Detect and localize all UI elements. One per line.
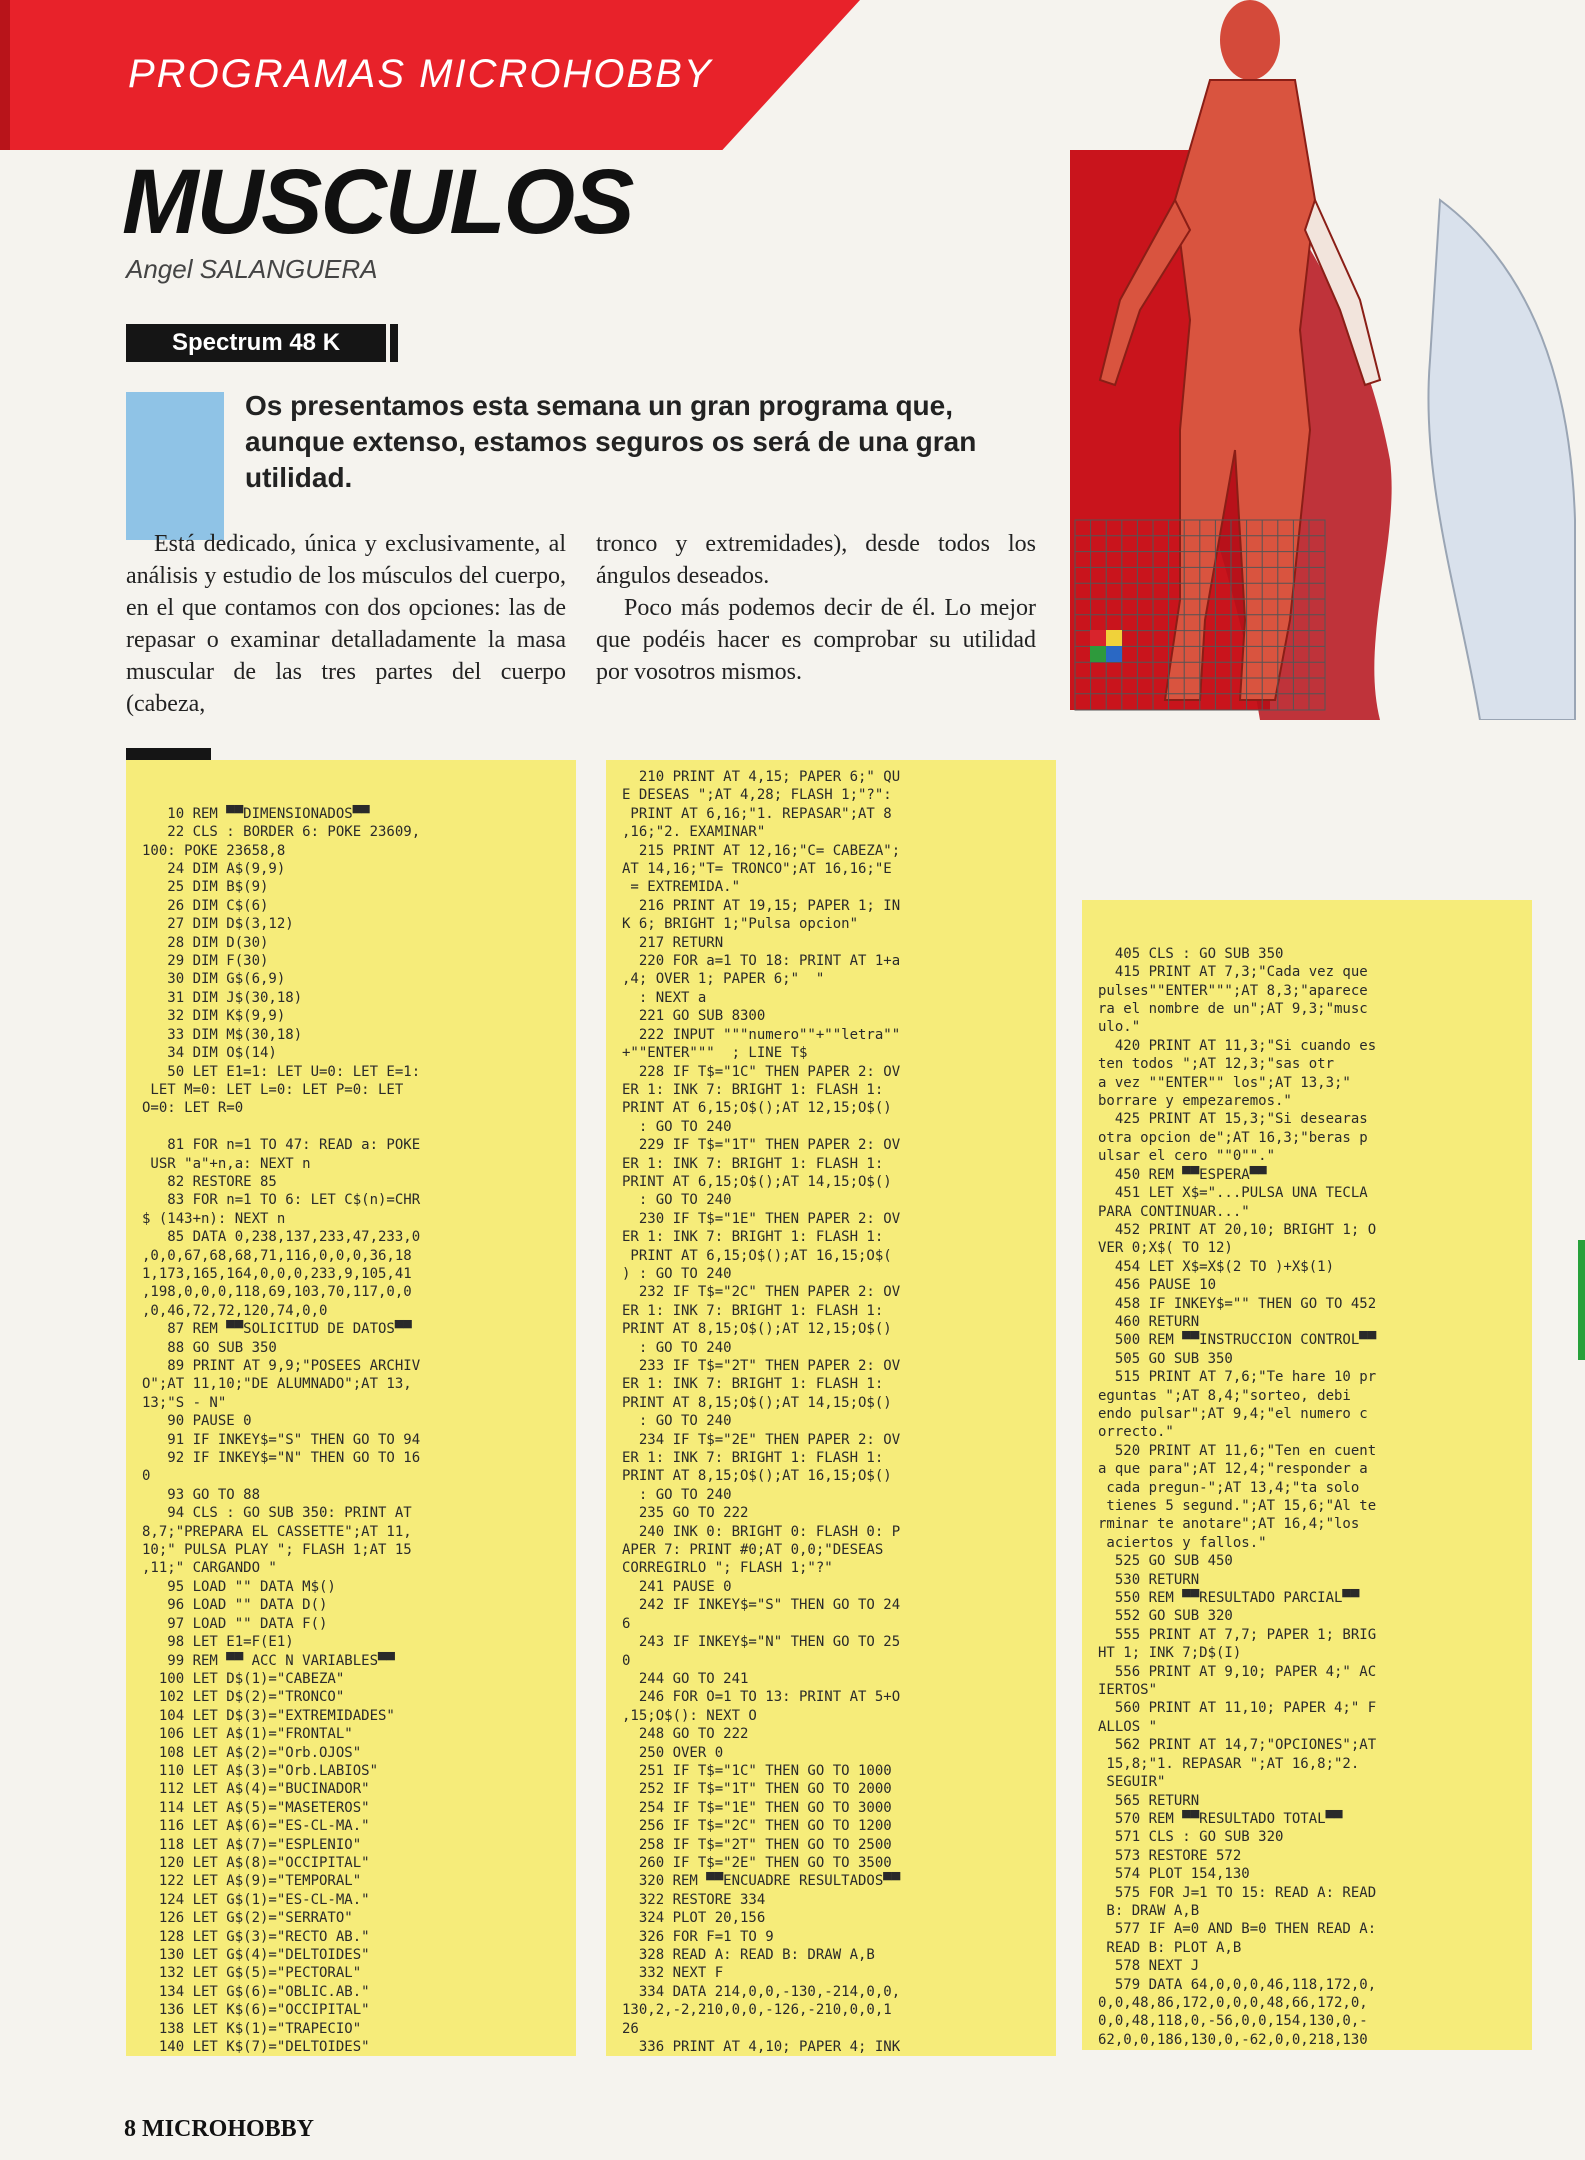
code-line: 220 FOR a=1 TO 18: PRINT AT 1+a: [622, 953, 901, 970]
code-line: 240 INK 0: BRIGHT 0: FLASH 0: P: [622, 1523, 901, 1540]
code-line: ER 1: INK 7: BRIGHT 1: FLASH 1:: [622, 1376, 884, 1393]
code-line: 573 RESTORE 572: [1098, 1847, 1242, 1864]
code-line: 118 LET A$(7)="ESPLENIO": [142, 1836, 362, 1853]
code-line: 450 REM ▀▀ESPERA▀▀: [1098, 1166, 1267, 1183]
code-line: 85 DATA 0,238,137,233,47,233,0: [142, 1229, 421, 1246]
banner-edge: [0, 0, 10, 150]
code-line: 520 PRINT AT 11,6;"Ten en cuent: [1098, 1442, 1377, 1459]
platform-badge: Spectrum 48 K: [126, 324, 386, 362]
grid-red-cell: [1090, 630, 1106, 646]
code-line: 215 PRINT AT 12,16;"C= CABEZA";: [622, 842, 901, 859]
code-line: ulo.": [1098, 1019, 1141, 1036]
code-line: 550 REM ▀▀RESULTADO PARCIAL▀▀: [1098, 1590, 1360, 1607]
grid-yellow-cell: [1106, 630, 1122, 646]
code-line: 234 IF T$="2E" THEN PAPER 2: OV: [622, 1431, 901, 1448]
code-listing-3: [1082, 900, 1532, 2050]
code-line: 33 DIM M$(30,18): [142, 1026, 303, 1043]
code-line: +""ENTER""" ; LINE T$: [622, 1045, 808, 1062]
code-line: aciertos y fallos.": [1098, 1534, 1267, 1551]
lead-paragraph: Os presentamos esta semana un gran programa que, aunque extenso, estamos seguros os será de una gran utilidad.: [245, 390, 977, 493]
code-line: ,15;O$(): NEXT O: [622, 1707, 757, 1724]
code-line: endo pulsar";AT 9,4;"el numero c: [1098, 1405, 1368, 1422]
code-line: 22 CLS : BORDER 6: POKE 23609,: [142, 824, 421, 841]
code-line: 89 PRINT AT 9,9;"POSEES ARCHIV: [142, 1358, 421, 1374]
code-line: 0,0,48,86,172,0,0,0,48,66,172,0,: [1098, 1994, 1368, 2011]
code-line: 100: POKE 23658,8: [142, 842, 286, 859]
code-line: K 6; BRIGHT 1;"Pulsa opcion": [622, 916, 859, 933]
code-line: 571 CLS : GO SUB 320: [1098, 1829, 1284, 1846]
code-line: 130,2,-2,210,0,0,-126,-210,0,0,1: [622, 2002, 892, 2019]
figure-head: [1220, 0, 1280, 80]
code-line: $ (143+n): NEXT n: [142, 1210, 286, 1227]
code-line: 574 PLOT 154,130: [1098, 1866, 1250, 1883]
code-line: 25 DIM B$(9): [142, 879, 269, 896]
code-line: 326 FOR F=1 TO 9: [622, 1928, 774, 1945]
code-line: 34 DIM O$(14): [142, 1045, 277, 1062]
code-line: 10 REM ▀▀DIMENSIONADOS▀▀: [142, 805, 370, 822]
code-line: 254 IF T$="1E" THEN GO TO 3000: [622, 1799, 892, 1816]
code-line: ER 1: INK 7: BRIGHT 1: FLASH 1:: [622, 1302, 884, 1319]
code-line: 244 GO TO 241: [622, 1670, 749, 1687]
code-line: 243 IF INKEY$="N" THEN GO TO 25: [622, 1634, 901, 1651]
code-line: 95 LOAD "" DATA M$(): [142, 1578, 336, 1595]
code-line: : GO TO 240: [622, 1192, 732, 1209]
code-line: 456 PAUSE 10: [1098, 1277, 1217, 1294]
code-line: 458 IF INKEY$="" THEN GO TO 452: [1098, 1295, 1377, 1312]
code-listing-2: [606, 760, 1056, 2056]
code-line: 50 LET E1=1: LET U=0: LET E=1:: [142, 1063, 421, 1080]
code-line: 322 RESTORE 334: [622, 1891, 766, 1908]
code-line: [142, 768, 566, 786]
code-line: 320 REM ▀▀ENCUADRE RESULTADOS▀▀: [622, 1873, 901, 1890]
code-line: 97 LOAD "" DATA F(): [142, 1615, 328, 1632]
code-line: ER 1: INK 7: BRIGHT 1: FLASH 1:: [622, 1081, 884, 1098]
code-line: PARA CONTINUAR...": [1098, 1203, 1250, 1220]
code-line: VER 0;X$( TO 12): [1098, 1240, 1233, 1257]
code-line: 26 DIM C$(6): [142, 897, 269, 914]
code-line: 126 LET G$(2)="SERRATO": [142, 1910, 353, 1927]
code-line: PRINT AT 6,15;O$();AT 14,15;O$(): [622, 1173, 892, 1190]
code-line: 260 IF T$="2E" THEN GO TO 3500: [622, 1854, 892, 1871]
code-line: 102 LET D$(2)="TRONCO": [142, 1689, 345, 1706]
code-line: 525 GO SUB 450: [1098, 1553, 1233, 1570]
code-line: 552 GO SUB 320: [1098, 1608, 1233, 1625]
code-line: a que para";AT 12,4;"responder a: [1098, 1461, 1368, 1478]
code-line: ra el nombre de un";AT 9,3;"musc: [1098, 1001, 1368, 1018]
code-line: 565 RETURN: [1098, 1792, 1200, 1809]
code-line: 0: [142, 1468, 151, 1485]
code-line: 256 IF T$="2C" THEN GO TO 1200: [622, 1818, 892, 1835]
code-line: PRINT AT 8,15;O$();AT 12,15;O$(): [622, 1321, 892, 1338]
lead-accent-block: [126, 392, 224, 540]
code-line: : GO TO 240: [622, 1339, 732, 1356]
code-line: 132 LET G$(5)="PECTORAL": [142, 1965, 362, 1982]
code-line: CORREGIRLO "; FLASH 1;"?": [622, 1560, 833, 1577]
code-line: 228 IF T$="1C" THEN PAPER 2: OV: [622, 1063, 901, 1080]
code-line: 500 REM ▀▀INSTRUCCION CONTROL▀▀: [1098, 1332, 1377, 1349]
code-line: : NEXT a: [622, 989, 707, 1006]
code-line: USR "a"+n,a: NEXT n: [142, 1155, 311, 1172]
code-line: 233 IF T$="2T" THEN PAPER 2: OV: [622, 1358, 901, 1374]
code-line: 83 FOR n=1 TO 6: LET C$(n)=CHR: [142, 1192, 421, 1209]
code-line: 217 RETURN: [622, 934, 724, 951]
code-line: ,0,46,72,72,120,74,0,0: [142, 1302, 328, 1319]
article-author: Angel SALANGUERA: [126, 254, 378, 284]
code-line: 91 IF INKEY$="S" THEN GO TO 94: [142, 1431, 421, 1448]
code-line: 334 DATA 214,0,0,-130,-214,0,0,: [622, 1983, 901, 2000]
code-line: 88 GO SUB 350: [142, 1339, 277, 1356]
page-footer: 8 MICROHOBBY: [124, 2116, 315, 2142]
code-line: ,198,0,0,0,118,69,103,70,117,0,0: [142, 1284, 412, 1301]
code-line: O";AT 11,10;"DE ALUMNADO";AT 13,: [142, 1376, 412, 1393]
code-line: 232 IF T$="2C" THEN PAPER 2: OV: [622, 1284, 901, 1301]
body-paragraph: Poco más podemos decir de él. Lo mejor que podéis hacer es comprobar su utilidad por vosotros mismos.: [596, 595, 1036, 685]
code-line: borrare y empezaremos.": [1098, 1093, 1292, 1110]
code-line: 555 PRINT AT 7,7; PAPER 1; BRIG: [1098, 1626, 1377, 1643]
code-line: 570 REM ▀▀RESULTADO TOTAL▀▀: [1098, 1810, 1343, 1827]
body-column-1: [126, 528, 566, 720]
code-line: LET M=0: LET L=0: LET P=0: LET: [142, 1081, 404, 1098]
code-line: 32 DIM K$(9,9): [142, 1008, 286, 1025]
code-line: 94 CLS : GO SUB 350: PRINT AT: [142, 1505, 412, 1522]
code-line: 114 LET A$(5)="MASETEROS": [142, 1799, 370, 1816]
code-line: 122 LET A$(9)="TEMPORAL": [142, 1873, 362, 1890]
code-line: 112 LET A$(4)="BUCINADOR": [142, 1781, 370, 1798]
grid-green-cell: [1090, 646, 1106, 662]
code-line: O=0: LET R=0: [142, 1100, 244, 1117]
code-line: 216 PRINT AT 19,15; PAPER 1; IN: [622, 897, 901, 914]
code-line: 10;" PULSA PLAY "; FLASH 1;AT 15: [142, 1542, 412, 1559]
body-column-2: [596, 528, 1036, 688]
code-line: 251 IF T$="1C" THEN GO TO 1000: [622, 1762, 892, 1779]
code-line: 128 LET G$(3)="RECTO AB.": [142, 1928, 370, 1945]
code-line: B: DRAW A,B: [1098, 1902, 1200, 1919]
code-line: 29 DIM F(30): [142, 953, 269, 970]
code-line: ER 1: INK 7: BRIGHT 1: FLASH 1:: [622, 1155, 884, 1172]
code-line: 110 LET A$(3)="Orb.LABIOS": [142, 1762, 379, 1779]
code-line: 136 LET K$(6)="OCCIPITAL": [142, 2002, 370, 2019]
code-line: 415 PRINT AT 7,3;"Cada vez que: [1098, 964, 1368, 981]
code-line: APER 7: PRINT #0;AT 0,0;"DESEAS: [622, 1542, 884, 1559]
code-line: 100 LET D$(1)="CABEZA": [142, 1670, 345, 1687]
code-line: 134 LET G$(6)="OBLIC.AB.": [142, 1983, 370, 2000]
code-line: : GO TO 240: [622, 1118, 732, 1135]
code-line: tienes 5 segund.";AT 15,6;"Al te: [1098, 1498, 1377, 1514]
code-line: [1098, 908, 1522, 926]
code-line: 31 DIM J$(30,18): [142, 989, 303, 1006]
code-line: 1,173,165,164,0,0,0,233,9,105,41: [142, 1265, 412, 1282]
code-line: 577 IF A=0 AND B=0 THEN READ A:: [1098, 1921, 1377, 1938]
code-line: 96 LOAD "" DATA D(): [142, 1597, 328, 1614]
code-line: 15,8;"1. REPASAR ";AT 16,8;"2.: [1098, 1755, 1360, 1772]
code-line: 82 RESTORE 85: [142, 1173, 277, 1190]
code-line: 92 IF INKEY$="N" THEN GO TO 16: [142, 1450, 421, 1467]
code-line: 81 FOR n=1 TO 47: READ a: POKE: [142, 1137, 421, 1154]
code-line: PRINT AT 6,15;O$();AT 16,15;O$(: [622, 1247, 892, 1264]
code-line: 336 PRINT AT 4,10; PAPER 4; INK: [622, 2039, 901, 2056]
code-line: 120 LET A$(8)="OCCIPITAL": [142, 1854, 370, 1871]
code-line: 515 PRINT AT 7,6;"Te hare 10 pr: [1098, 1369, 1377, 1386]
code-line: 0: [622, 1652, 631, 1669]
code-line: 124 LET G$(1)="ES-CL-MA.": [142, 1891, 370, 1908]
code-line: 210 PRINT AT 4,15; PAPER 6;" QU: [622, 769, 901, 785]
code-line: 235 GO TO 222: [622, 1505, 749, 1522]
code-line: ALLOS ": [1098, 1718, 1158, 1735]
code-line: PRINT AT 8,15;O$();AT 14,15;O$(): [622, 1394, 892, 1411]
code-line: 575 FOR J=1 TO 15: READ A: READ: [1098, 1884, 1377, 1901]
code-line: SEGUIR": [1098, 1774, 1166, 1791]
code-line: 140 LET K$(7)="DELTOIDES": [142, 2039, 370, 2056]
code-line: : GO TO 240: [622, 1413, 732, 1430]
code-line: PRINT AT 8,15;O$();AT 16,15;O$(): [622, 1468, 892, 1485]
code-line: : GO TO 240: [622, 1486, 732, 1503]
code-line: READ B: PLOT A,B: [1098, 1939, 1242, 1956]
body-paragraph: Está dedicado, única y exclusivamente, al análisis y estudio de los músculos del cuerpo, en el que contamos con dos opciones: las de repasar o examinar detalladamente la masa muscular de las tres partes del cuerpo (cabeza,: [126, 531, 566, 717]
code-line: 87 REM ▀▀SOLICITUD DE DATOS▀▀: [142, 1321, 412, 1338]
code-line: orrecto.": [1098, 1424, 1174, 1441]
code-line: 332 NEXT F: [622, 1965, 724, 1982]
code-line: ,11;" CARGANDO ": [142, 1560, 277, 1577]
code-line: 62,0,0,186,130,0,-62,0,0,218,130: [1098, 2031, 1368, 2048]
code-line: 250 OVER 0: [622, 1744, 724, 1761]
code-line: 530 RETURN: [1098, 1571, 1200, 1588]
code-listing-1: [126, 760, 576, 2056]
code-line: 560 PRINT AT 11,10; PAPER 4;" F: [1098, 1700, 1377, 1717]
code-line: rminar te anotare";AT 16,4;"los: [1098, 1516, 1360, 1533]
code-line: 420 PRINT AT 11,3;"Si cuando es: [1098, 1037, 1377, 1054]
code-line: 0,0,48,118,0,-56,0,0,154,130,0,-: [1098, 2013, 1368, 2030]
code-line: 13;"S - N": [142, 1394, 227, 1411]
code-line: cada pregun-";AT 13,4;"ta solo: [1098, 1479, 1360, 1496]
code-line: ,4; OVER 1; PAPER 6;" ": [622, 971, 825, 988]
code-line: 30 DIM G$(6,9): [142, 971, 286, 988]
code-line: 505 GO SUB 350: [1098, 1350, 1233, 1367]
code-line: HT 1; INK 7;D$(I): [1098, 1645, 1242, 1662]
code-line: 451 LET X$="...PULSA UNA TECLA: [1098, 1185, 1368, 1202]
code-line: PRINT AT 6,15;O$();AT 12,15;O$(): [622, 1100, 892, 1117]
code-line: ulsar el cero ""0"".": [1098, 1148, 1276, 1165]
code-line: 556 PRINT AT 9,10; PAPER 4;" AC: [1098, 1663, 1377, 1680]
code-line: eguntas ";AT 8,4;"sorteo, debi: [1098, 1387, 1351, 1404]
code-line: 104 LET D$(3)="EXTREMIDADES": [142, 1707, 395, 1724]
code-line: 8,7;"PREPARA EL CASSETTE";AT 11,: [142, 1523, 412, 1540]
code-line: 425 PRINT AT 15,3;"Si desearas: [1098, 1111, 1368, 1128]
code-line: 93 GO TO 88: [142, 1486, 261, 1503]
code-line: = EXTREMIDA.": [622, 879, 741, 896]
code-line: ER 1: INK 7: BRIGHT 1: FLASH 1:: [622, 1229, 884, 1246]
code-line: 106 LET A$(1)="FRONTAL": [142, 1726, 353, 1743]
code-line: 578 NEXT J: [1098, 1958, 1200, 1975]
code-line: 242 IF INKEY$="S" THEN GO TO 24: [622, 1597, 901, 1614]
page-edge-tab: [1578, 1240, 1585, 1360]
code-line: 246 FOR O=1 TO 13: PRINT AT 5+O: [622, 1689, 901, 1706]
code-line: 258 IF T$="2T" THEN GO TO 2500: [622, 1836, 892, 1853]
listing-tab: [126, 748, 211, 760]
code-line: 27 DIM D$(3,12): [142, 916, 294, 933]
code-line: 99 REM ▀▀ ACC N VARIABLES▀▀: [142, 1652, 395, 1669]
code-line: AT 14,16;"T= TRONCO";AT 16,16;"E: [622, 861, 892, 878]
code-line: [1098, 2049, 1522, 2050]
code-line: ) : GO TO 240: [622, 1265, 732, 1282]
code-line: ER 1: INK 7: BRIGHT 1: FLASH 1:: [622, 1450, 884, 1467]
code-line: 138 LET K$(1)="TRAPECIO": [142, 2020, 362, 2037]
code-line: IERTOS": [1098, 1682, 1158, 1699]
section-title: PROGRAMAS MICROHOBBY: [128, 52, 713, 96]
code-line: 324 PLOT 20,156: [622, 1910, 766, 1927]
code-line: 116 LET A$(6)="ES-CL-MA.": [142, 1818, 370, 1835]
code-line: 230 IF T$="1E" THEN PAPER 2: OV: [622, 1210, 901, 1227]
code-line: ,16;"2. EXAMINAR": [622, 824, 766, 841]
code-line: 241 PAUSE 0: [622, 1578, 732, 1595]
code-line: 221 GO SUB 8300: [622, 1008, 766, 1025]
code-line: 452 PRINT AT 20,10; BRIGHT 1; O: [1098, 1221, 1377, 1238]
code-line: 405 CLS : GO SUB 350: [1098, 945, 1284, 962]
code-line: [142, 1118, 566, 1136]
code-line: ,0,0,67,68,68,71,116,0,0,0,36,18: [142, 1247, 412, 1264]
pale-figure: [1428, 200, 1575, 720]
code-line: 6: [622, 1615, 631, 1632]
code-line: 130 LET G$(4)="DELTOIDES": [142, 1947, 370, 1963]
grid-blue-cell: [1106, 646, 1122, 662]
code-line: 98 LET E1=F(E1): [142, 1634, 294, 1651]
code-line: 460 RETURN: [1098, 1313, 1200, 1330]
code-line: 26: [622, 2020, 639, 2037]
code-line: 24 DIM A$(9,9): [142, 861, 286, 878]
code-line: 229 IF T$="1T" THEN PAPER 2: OV: [622, 1137, 901, 1154]
body-paragraph: tronco y extremidades), desde todos los ángulos deseados.: [596, 531, 1036, 589]
code-line: 562 PRINT AT 14,7;"OPCIONES";AT: [1098, 1737, 1377, 1754]
code-line: 248 GO TO 222: [622, 1726, 749, 1743]
code-line: ten todos ";AT 12,3;"sas otr: [1098, 1056, 1335, 1073]
code-line: 252 IF T$="1T" THEN GO TO 2000: [622, 1781, 892, 1798]
code-line: 108 LET A$(2)="Orb.OJOS": [142, 1744, 362, 1761]
article-title: MUSCULOS: [122, 151, 633, 253]
code-line: otra opcion de";AT 16,3;"beras p: [1098, 1129, 1368, 1146]
code-line: 28 DIM D(30): [142, 934, 269, 951]
code-line: E DESEAS ";AT 4,28; FLASH 1;"?":: [622, 787, 892, 804]
code-line: 328 READ A: READ B: DRAW A,B: [622, 1947, 875, 1963]
code-line: a vez ""ENTER"" los";AT 13,3;": [1098, 1074, 1351, 1091]
code-line: [1098, 926, 1522, 944]
code-line: pulses""ENTER""";AT 8,3;"aparece: [1098, 982, 1368, 999]
code-line: 454 LET X$=X$(2 TO )+X$(1): [1098, 1258, 1335, 1275]
code-line: PRINT AT 6,16;"1. REPASAR";AT 8: [622, 805, 892, 822]
code-line: 222 INPUT """numero""+""letra"": [622, 1026, 901, 1043]
code-line: 579 DATA 64,0,0,0,46,118,172,0,: [1098, 1976, 1377, 1993]
code-line: [142, 786, 566, 804]
anatomy-illustration: [1060, 0, 1580, 720]
code-line: 90 PAUSE 0: [142, 1413, 252, 1430]
